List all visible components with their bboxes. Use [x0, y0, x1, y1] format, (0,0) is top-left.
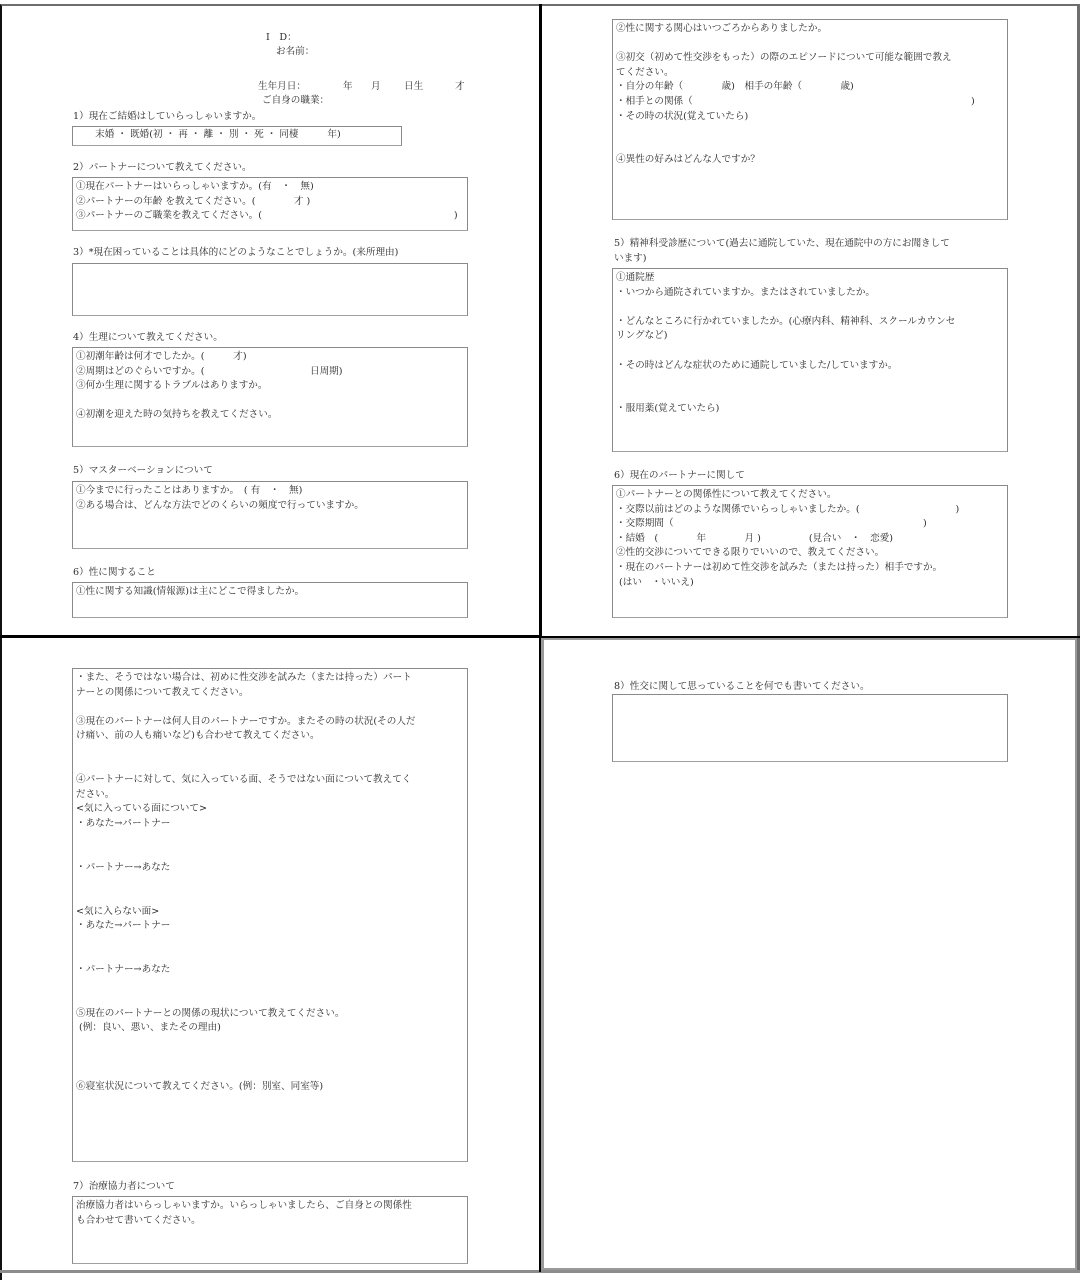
- partner-marriage: ・結婚 ( 年 月 ) (見合い ・ 恋愛): [616, 532, 894, 544]
- psych-where-line1: ・どんなところに行かれていましたか。(心療内科、精神科、スクールカウンセ: [616, 315, 956, 327]
- gap: [616, 139, 1004, 154]
- p3-item-6: ⑥寝室状況について教えてください。(例：別室、同室等): [76, 1080, 324, 1092]
- q5-item-2: ②ある場合は、どんな方法でどのくらいの頻度で行っていますか。: [76, 499, 364, 511]
- q1-marital-status-box[interactable]: [72, 126, 402, 146]
- q4-gap: [76, 394, 464, 409]
- q6-continued-box-p3[interactable]: [72, 668, 468, 1162]
- gap: [76, 948, 464, 963]
- q2-title: 2）パートナーについて教えてください。: [73, 162, 252, 173]
- psych-symptoms: ・その時はどんな症状のために通院していました/していますか。: [616, 359, 898, 371]
- p3-item-5-line2: (例：良い、悪い、またその理由): [76, 1022, 221, 1034]
- p3-disliked-heading: <気に入らない面>: [76, 905, 160, 917]
- id-label: I D：: [266, 32, 297, 43]
- q6-situation: ・その時の状況(覚えていたら): [616, 110, 749, 122]
- q7-line-2: も合わせて書いてください。: [76, 1214, 201, 1226]
- birthdate-year: 年: [343, 81, 353, 92]
- q5-item-1: ①今までに行ったことはありますか。 ( 有 ・ 無): [76, 485, 303, 496]
- q6-own-age-partner-age: ・自分の年齢（ 歳) 相手の年齢（ 歳): [616, 81, 854, 93]
- q6-item-2: ②性に関する関心はいつごろからありましたか。: [616, 23, 828, 34]
- gap: [76, 832, 464, 847]
- gap: [76, 875, 464, 890]
- q6-item-3-line2: てください。: [616, 66, 674, 78]
- psych-since-when: ・いつから通院されていますか。またはされていましたか。: [616, 286, 876, 298]
- page-divider-horizontal: [0, 635, 542, 638]
- q1-options: 末婚 ・ 既婚(初 ・ 再 ・ 離 ・ 別 ・ 死 ・ 同棲 年): [76, 129, 341, 140]
- gap: [76, 846, 464, 861]
- gap: [616, 388, 1004, 403]
- q2-item-2: ②パートナーの年齢 を教えてください。( 才 ): [76, 195, 311, 207]
- q6-partner-box[interactable]: [612, 485, 1008, 618]
- gap: [616, 344, 1004, 359]
- q4-menstruation-box[interactable]: [72, 347, 468, 447]
- q4-title: 4）生理について教えてください。: [73, 332, 223, 343]
- gap: [616, 300, 1004, 315]
- name-label: お名前：: [276, 46, 315, 57]
- q3-title: 3）*現在困っていることは具体的にどのようなことでしょうか。(来所理由): [73, 247, 399, 258]
- age-unit: 才: [455, 81, 465, 92]
- birthdate-month: 月: [371, 81, 381, 92]
- gap: [76, 934, 464, 949]
- q7-line-1: 治療協力者はいらっしゃいますか。いらっしゃいましたら、ご自身との関係性: [76, 1200, 412, 1211]
- p3-item-3-line1: ③現在のパートナーは何人目のパートナーですか。またその時の状況(その人だ: [76, 715, 416, 727]
- gap: [76, 890, 464, 905]
- p3-item-3-line2: け痛い、前の人も痛いなど)も合わせて教えてください。: [76, 730, 320, 742]
- q6-box[interactable]: [72, 582, 468, 618]
- gap: [76, 1050, 464, 1065]
- psych-where-line2: リングなど): [616, 330, 668, 342]
- p3-liked-you-to-partner: ・あなた→パートナー: [76, 817, 171, 829]
- q7-title: 7）治療協力者について: [73, 1181, 175, 1192]
- p3-item-4-line1: ④パートナーに対して、気に入っている面、そうではない面について教えてく: [76, 774, 412, 786]
- gap: [76, 992, 464, 1007]
- q6-title: 6）性に関すること: [73, 567, 156, 578]
- partner-item-1: ①パートナーとの関係性について教えてください。: [616, 489, 837, 500]
- q7-box[interactable]: [72, 1196, 468, 1264]
- partner-item-2: ②性的交渉についてできる限りでいいので、教えてください。: [616, 547, 885, 559]
- p3-disliked-partner-to-you: ・パートナー→あなた: [76, 963, 171, 975]
- occupation-label: ご自身の職業：: [262, 95, 330, 106]
- q6-partner-title: 6）現在のパートナーに関して: [614, 470, 745, 481]
- gap: [76, 1036, 464, 1051]
- gap: [76, 759, 464, 774]
- q2-item-3: ③パートナーのご職業を教えてください。( ): [76, 210, 458, 222]
- q5-box[interactable]: [72, 481, 468, 549]
- q8-answer-box[interactable]: [612, 694, 1008, 762]
- partner-first-partner: ・現在のパートナーは初めて性交渉を試みた（または持った）相手ですか。: [616, 561, 943, 573]
- gap: [616, 37, 1004, 52]
- q1-title: 1）現在ご結婚はしていらっしゃいますか。: [73, 111, 262, 122]
- birthdate-day: 日生: [404, 81, 424, 92]
- q4-item-3: ③何か生理に関するトラブルはありますか。: [76, 380, 268, 392]
- q2-partner-box[interactable]: [72, 177, 468, 231]
- gap: [76, 700, 464, 715]
- q6-item-3-line1: ③初交（初めて性交渉をもった）の際のエピソードについて可能な範囲で教え: [616, 52, 952, 64]
- q8-title: 8）性交に関して思っていることを何でも書いてください。: [614, 681, 870, 692]
- p3-liked-partner-to-you: ・パートナー→あなた: [76, 861, 171, 873]
- gap: [616, 124, 1004, 139]
- q4-item-2: ②周期はどのぐらいですか。( 日周期): [76, 365, 343, 377]
- psych-item-heading: ①通院歴: [616, 272, 655, 283]
- gap: [76, 977, 464, 992]
- partner-yes-no: (はい ・いいえ): [616, 576, 694, 588]
- q5-psych-box[interactable]: [612, 268, 1008, 452]
- p3-disliked-you-to-partner: ・あなた→パートナー: [76, 920, 171, 932]
- q5-psych-title-line2: います): [614, 253, 647, 264]
- partner-dating-period: ・交際期間（ ): [616, 518, 927, 530]
- q2-item-1: ①現在パートナーはいらっしゃいますか。(有 ・ 無): [76, 181, 314, 192]
- p3-liked-heading: <気に入っている面について>: [76, 803, 208, 815]
- q5-psych-title-line1: 5）精神科受診歴について(過去に通院していた、現在通院中の方にお聞きして: [614, 238, 950, 249]
- p3-item-5-line1: ⑤現在のパートナーとの関係の現状について教えてください。: [76, 1007, 345, 1019]
- p3-line-1: ・また、そうではない場合は、初めに性交渉を試みた（または持った）パート: [76, 672, 412, 683]
- q4-item-1: ①初潮年齢は何才でしたか。( 才): [76, 351, 247, 362]
- q4-item-4: ④初潮を迎えた時の気持ちを教えてください。: [76, 409, 278, 421]
- birthdate-label: 生年月日：: [258, 81, 306, 92]
- q6-continued-box[interactable]: [612, 19, 1008, 220]
- p3-line-2: ナーとの関係について教えてください。: [76, 686, 249, 698]
- p3-item-4-line2: ださい。: [76, 788, 115, 800]
- psych-medication: ・服用薬(覚えていたら): [616, 403, 720, 415]
- gap: [616, 373, 1004, 388]
- page-divider-vertical: [539, 4, 542, 640]
- q6-item-4: ④異性の好みはどんな人ですか？: [616, 154, 760, 166]
- q5-title: 5）マスターベーションについて: [73, 465, 213, 476]
- gap: [76, 744, 464, 759]
- q6-item-1: ①性に関する知識(情報源)は主にどこで得ましたか。: [76, 586, 305, 597]
- q3-answer-box[interactable]: [72, 263, 468, 316]
- gap: [76, 1065, 464, 1080]
- q6-relationship: ・相手との関係（ ): [616, 95, 975, 107]
- partner-prior-relationship: ・交際以前はどのような関係でいらっしゃいましたか。( ): [616, 503, 960, 515]
